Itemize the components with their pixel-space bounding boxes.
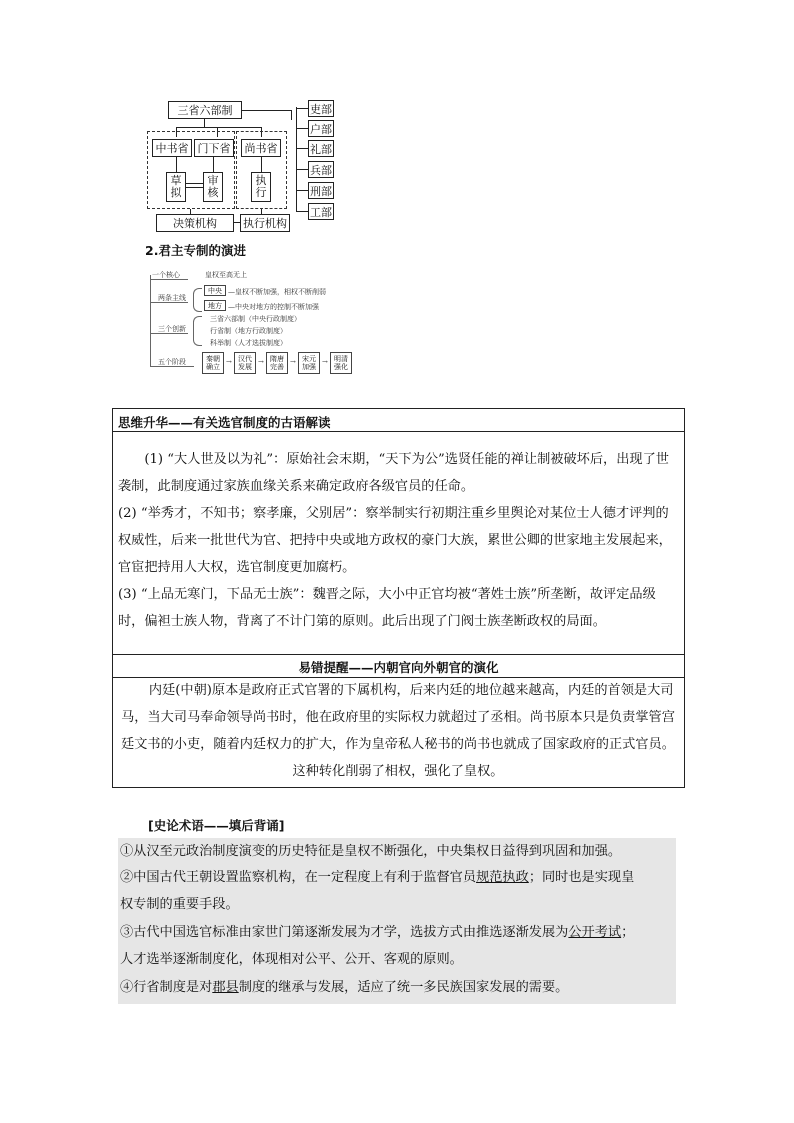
zhongshu-box: 中书省	[152, 139, 192, 157]
innovations-label: 三个创新	[158, 325, 186, 333]
term-3: ③古代中国选官标准由家世门第逐渐发展为才学，选拔方式由推选逐渐发展为公开考试； 人才选举逐渐制度化，体现相对公平、公开、客观的原则。	[118, 919, 676, 974]
term-1: ①从汉至元政治制度演变的历史特征是皇权不断强化，中央集权日益得到巩固和加强。	[118, 838, 676, 864]
dept-li-rites: 礼部	[308, 140, 334, 157]
core-label: 一个核心	[152, 271, 180, 279]
innovation-1: 三省六部制（中央行政制度）	[210, 315, 301, 323]
draft-box: 草拟	[166, 172, 186, 202]
dept-xing: 刑部	[308, 182, 334, 199]
stage-5: 明清强化	[330, 352, 352, 374]
term-2: ②中国古代王朝设置监察机构，在一定程度上有利于监督官员规范执政；同时也是实现皇 权专制的重要手段。	[118, 864, 676, 919]
review-box: 审核	[203, 172, 223, 202]
stage-2: 汉代发展	[234, 352, 256, 374]
dept-hu: 户部	[308, 120, 334, 137]
terms-heading: [史论术语——填后背诵]	[148, 818, 285, 833]
dept-li-personnel: 吏部	[308, 100, 334, 117]
local-text: —中央对地方的控制不断加强	[228, 303, 319, 311]
core-text: 皇权至高无上	[205, 271, 247, 279]
stage-4: 宋元加强	[298, 352, 320, 374]
innovation-2: 行省制（地方行政制度）	[210, 327, 287, 335]
main-lines-label: 两条主线	[158, 294, 186, 302]
decision-organ-box: 决策机构	[156, 214, 234, 232]
menxia-box: 门下省	[194, 139, 234, 157]
dept-bing: 兵部	[308, 161, 334, 178]
paragraph-2: (2) “举秀才，不知书；察孝廉，父别居”：察举制实行初期注重乡里舆论对某位士人德才评判的权威性，后来一批世代为官、把持中央或地方政权的豪门大族，累世公卿的世家地主发展起来，官宦把持用人大权，选官制度更加腐朽。	[118, 506, 672, 575]
stage-3: 隋唐完善	[266, 352, 288, 374]
central-box: 中央	[204, 285, 226, 296]
three-departments-box: 三省六部制	[168, 101, 242, 119]
term-4: ④行省制度是对郡县制度的继承与发展，适应了统一多民族国家发展的需要。	[118, 974, 676, 1004]
execution-organ-box: 执行机构	[240, 214, 290, 232]
shangshu-box: 尚书省	[241, 139, 281, 157]
central-text: —皇权不断加强，相权不断削弱	[228, 288, 326, 296]
box-title-2: 易错提醒——内朝官向外朝官的演化	[298, 660, 499, 675]
section-heading: 2.君主专制的演进	[145, 243, 246, 258]
innovation-3: 科举制（人才选拔制度）	[210, 339, 287, 347]
paragraph-1: (1) “大人世及以为礼”：原始社会末期，“天下为公”选贤任能的禅让制被破坏后，出现了世袭制，此制度通过家族血缘关系来确定政府各级官员的任命。	[118, 452, 669, 494]
execute-box: 执行	[251, 172, 271, 202]
stage-1: 秦朝确立	[202, 352, 224, 374]
box-title-1: 思维升华——有关选官制度的古语解读	[118, 415, 331, 430]
paragraph-4: 内廷(中朝)原本是政府正式官署的下属机构，后来内廷的地位越来越高，内廷的首领是大司马，当大司马奉命领导尚书时，他在政府里的实际权力就超过了丞相。尚书原本只是负责掌管宫廷文书的小吏，随着内廷权力的扩大，作为皇帝私人秘书的尚书也就成了国家政府的正式官员。这种转化削弱了相权，强化了皇权。	[121, 683, 675, 779]
dept-gong: 工部	[308, 203, 334, 220]
local-box: 地方	[204, 300, 226, 311]
stages-label: 五个阶段	[158, 358, 186, 366]
paragraph-3: (3) “上品无寒门，下品无士族”：魏晋之际，大小中正官均被“著姓士族”所垄断，故评定品级时，偏袒士族人物，背离了不计门第的原则。此后出现了门阀士族垄断政权的局面。	[118, 587, 656, 629]
